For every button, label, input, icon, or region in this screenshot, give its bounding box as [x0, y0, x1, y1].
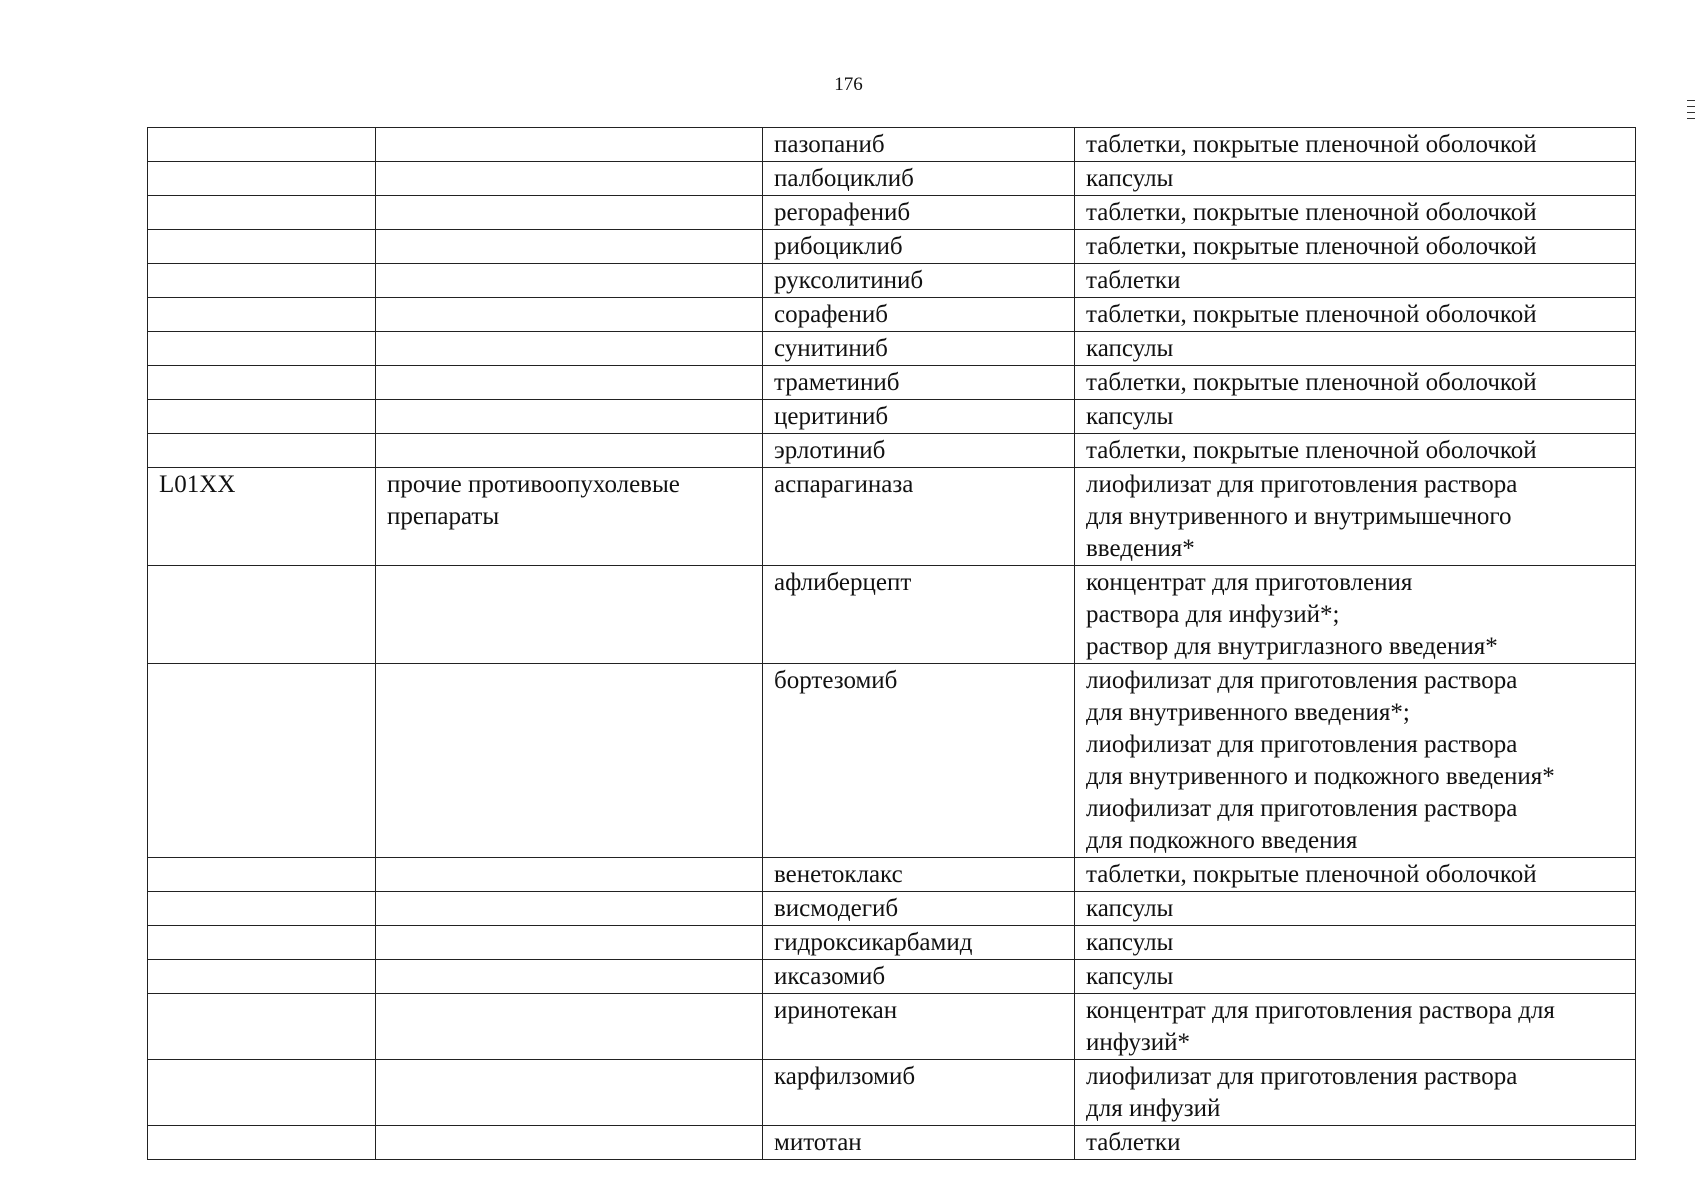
drug-name-cell: траметиниб — [763, 366, 1075, 400]
group-name-cell — [376, 298, 763, 332]
dosage-form-cell: концентрат для приготовления раствора для инфузий* — [1075, 994, 1636, 1060]
table-row — [148, 400, 1636, 434]
atc-code-cell — [148, 434, 376, 468]
dosage-form-cell: лиофилизат для приготовления раствора для инфузий — [1075, 1060, 1636, 1126]
dosage-form-cell: таблетки — [1075, 264, 1636, 298]
group-name-cell — [376, 264, 763, 298]
dosage-form-cell: таблетки, покрытые пленочной оболочкой — [1075, 434, 1636, 468]
drug-name-cell: пазопаниб — [763, 128, 1075, 162]
group-name-cell — [376, 1060, 763, 1126]
atc-code-cell — [148, 664, 376, 858]
group-name-cell — [376, 366, 763, 400]
atc-code-cell — [148, 1126, 376, 1160]
table-row — [148, 994, 1636, 1060]
drug-name-cell: эрлотиниб — [763, 434, 1075, 468]
dosage-form-cell: капсулы — [1075, 400, 1636, 434]
page-number: 176 — [834, 74, 863, 95]
drug-name-cell: карфилзомиб — [763, 1060, 1075, 1126]
group-name-cell — [376, 664, 763, 858]
drug-name-cell: висмодегиб — [763, 892, 1075, 926]
atc-code-cell — [148, 1060, 376, 1126]
group-name-cell — [376, 994, 763, 1060]
table-row — [148, 332, 1636, 366]
margin-mark — [1687, 100, 1695, 140]
atc-code-cell — [148, 366, 376, 400]
dosage-form-cell: лиофилизат для приготовления раствора для внутривенного введения*; лиофилизат для приготовления раствора для внутривенного и подкожного введения* лиофилизат для приготовления раствора для подкожного введения — [1075, 664, 1636, 858]
group-name-cell — [376, 960, 763, 994]
group-name-cell — [376, 332, 763, 366]
atc-code-cell: L01XX — [148, 468, 376, 566]
group-name-cell — [376, 858, 763, 892]
dosage-form-cell: капсулы — [1075, 332, 1636, 366]
dosage-form-cell: таблетки, покрытые пленочной оболочкой — [1075, 128, 1636, 162]
table-row — [148, 892, 1636, 926]
atc-code-cell — [148, 230, 376, 264]
dosage-form-cell: капсулы — [1075, 926, 1636, 960]
drug-name-cell: аспарагиназа — [763, 468, 1075, 566]
table-row — [148, 1060, 1636, 1126]
table-row — [148, 1126, 1636, 1160]
atc-code-cell — [148, 994, 376, 1060]
drug-name-cell: палбоциклиб — [763, 162, 1075, 196]
atc-code-cell — [148, 858, 376, 892]
drug-name-cell: сунитиниб — [763, 332, 1075, 366]
atc-code-cell — [148, 264, 376, 298]
group-name-cell — [376, 162, 763, 196]
atc-code-cell — [148, 566, 376, 664]
drug-name-cell: сорафениб — [763, 298, 1075, 332]
drug-table-body — [148, 128, 1636, 1160]
drug-name-cell: бортезомиб — [763, 664, 1075, 858]
atc-code-cell — [148, 926, 376, 960]
table-row — [148, 664, 1636, 858]
drug-name-cell: митотан — [763, 1126, 1075, 1160]
group-name-cell: прочие противоопухолевые препараты — [376, 468, 763, 566]
dosage-form-cell: капсулы — [1075, 960, 1636, 994]
dosage-form-cell: капсулы — [1075, 162, 1636, 196]
group-name-cell — [376, 128, 763, 162]
drug-name-cell: иринотекан — [763, 994, 1075, 1060]
atc-code-cell — [148, 892, 376, 926]
group-name-cell — [376, 434, 763, 468]
table-row — [148, 162, 1636, 196]
atc-code-cell — [148, 128, 376, 162]
table-row — [148, 298, 1636, 332]
drug-name-cell: венетоклакс — [763, 858, 1075, 892]
drug-name-cell: гидроксикарбамид — [763, 926, 1075, 960]
atc-code-cell — [148, 960, 376, 994]
dosage-form-cell: таблетки — [1075, 1126, 1636, 1160]
group-name-cell — [376, 196, 763, 230]
table-row — [148, 858, 1636, 892]
dosage-form-cell: таблетки, покрытые пленочной оболочкой — [1075, 858, 1636, 892]
atc-code-cell — [148, 196, 376, 230]
drug-name-cell: иксазомиб — [763, 960, 1075, 994]
dosage-form-cell: таблетки, покрытые пленочной оболочкой — [1075, 298, 1636, 332]
atc-code-cell — [148, 400, 376, 434]
table-row — [148, 434, 1636, 468]
table-row — [148, 196, 1636, 230]
drug-table — [147, 127, 1636, 1160]
drug-name-cell: регорафениб — [763, 196, 1075, 230]
table-row — [148, 366, 1636, 400]
group-name-cell — [376, 566, 763, 664]
table-row — [148, 264, 1636, 298]
group-name-cell — [376, 1126, 763, 1160]
drug-name-cell: церитиниб — [763, 400, 1075, 434]
drug-name-cell: руксолитиниб — [763, 264, 1075, 298]
table-row — [148, 468, 1636, 566]
dosage-form-cell: лиофилизат для приготовления раствора для внутривенного и внутримышечного введения* — [1075, 468, 1636, 566]
atc-code-cell — [148, 298, 376, 332]
group-name-cell — [376, 892, 763, 926]
group-name-cell — [376, 400, 763, 434]
dosage-form-cell: таблетки, покрытые пленочной оболочкой — [1075, 366, 1636, 400]
table-row — [148, 230, 1636, 264]
table-row — [148, 926, 1636, 960]
dosage-form-cell: концентрат для приготовления раствора для инфузий*; раствор для внутриглазного введения* — [1075, 566, 1636, 664]
table-row — [148, 960, 1636, 994]
group-name-cell — [376, 926, 763, 960]
table-row — [148, 566, 1636, 664]
table-row — [148, 128, 1636, 162]
atc-code-cell — [148, 332, 376, 366]
group-name-cell — [376, 230, 763, 264]
dosage-form-cell: таблетки, покрытые пленочной оболочкой — [1075, 196, 1636, 230]
atc-code-cell — [148, 162, 376, 196]
drug-name-cell: афлиберцепт — [763, 566, 1075, 664]
drug-name-cell: рибоциклиб — [763, 230, 1075, 264]
dosage-form-cell: капсулы — [1075, 892, 1636, 926]
dosage-form-cell: таблетки, покрытые пленочной оболочкой — [1075, 230, 1636, 264]
